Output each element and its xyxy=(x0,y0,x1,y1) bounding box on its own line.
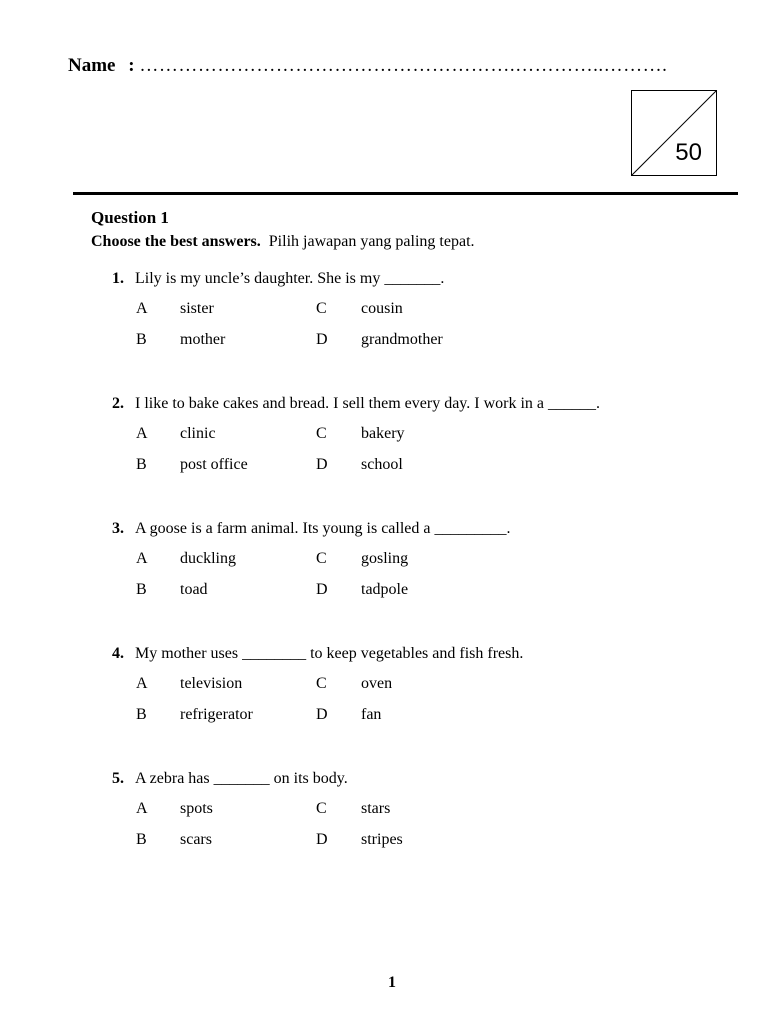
option-text[interactable]: stripes xyxy=(361,831,403,848)
option-row xyxy=(112,675,712,706)
option-text[interactable]: mother xyxy=(180,331,226,348)
question-number: 1. xyxy=(112,270,124,287)
question-item xyxy=(112,395,712,487)
option-text[interactable]: tadpole xyxy=(361,581,409,598)
option-letter[interactable]: D xyxy=(316,581,328,598)
option-text[interactable]: television xyxy=(180,675,243,692)
option-text[interactable]: stars xyxy=(361,800,391,817)
question-number: 4. xyxy=(112,645,124,662)
option-letter[interactable]: A xyxy=(136,425,148,442)
option-row xyxy=(112,550,712,581)
name-blank-line[interactable]: ………………………………………………….…………..………. xyxy=(139,55,668,76)
option-letter[interactable]: D xyxy=(316,706,328,723)
option-text[interactable]: duckling xyxy=(180,550,236,567)
option-row xyxy=(112,581,712,612)
page-number: 1 xyxy=(388,974,396,991)
option-text[interactable]: refrigerator xyxy=(180,706,253,723)
question-number: 3. xyxy=(112,520,124,537)
score-diagonal-line xyxy=(632,91,716,175)
option-text[interactable]: clinic xyxy=(180,425,216,442)
question-text: My mother uses ________ to keep vegetables and fish fresh. xyxy=(135,645,524,662)
option-letter[interactable]: B xyxy=(136,456,147,473)
option-letter[interactable]: A xyxy=(136,675,148,692)
option-text[interactable]: toad xyxy=(180,581,208,598)
option-letter[interactable]: D xyxy=(316,831,328,848)
question-stem xyxy=(112,770,712,792)
section-instruction xyxy=(91,233,475,251)
header-divider xyxy=(73,192,738,195)
option-letter[interactable]: A xyxy=(136,550,148,567)
question-stem xyxy=(112,395,712,417)
question-text: Lily is my uncle’s daughter. She is my _______. xyxy=(135,270,445,287)
option-row xyxy=(112,425,712,456)
question-item xyxy=(112,770,712,862)
score-box[interactable] xyxy=(631,90,717,176)
option-text[interactable]: oven xyxy=(361,675,393,692)
option-letter[interactable]: B xyxy=(136,706,147,723)
option-text[interactable]: sister xyxy=(180,300,214,317)
name-label: Name xyxy=(68,55,116,76)
section-title: Question 1 xyxy=(91,208,169,227)
instruction-malay: Pilih jawapan yang paling tepat. xyxy=(268,233,475,250)
name-colon: : xyxy=(128,55,135,76)
option-row xyxy=(112,800,712,831)
option-letter[interactable]: B xyxy=(136,581,147,598)
option-row xyxy=(112,831,712,862)
option-letter[interactable]: C xyxy=(316,675,327,692)
option-text[interactable]: spots xyxy=(180,800,213,817)
option-letter[interactable]: B xyxy=(136,831,147,848)
question-text: I like to bake cakes and bread. I sell them every day. I work in a ______. xyxy=(135,395,601,412)
question-stem xyxy=(112,520,712,542)
question-item xyxy=(112,645,712,737)
option-letter[interactable]: C xyxy=(316,425,327,442)
option-text[interactable]: cousin xyxy=(361,300,403,317)
option-row xyxy=(112,706,712,737)
question-stem xyxy=(112,270,712,292)
instruction-english: Choose the best answers. xyxy=(91,233,261,250)
option-text[interactable]: fan xyxy=(361,706,382,723)
question-item xyxy=(112,270,712,362)
question-text: A goose is a farm animal. Its young is called a _________. xyxy=(135,520,511,537)
option-text[interactable]: gosling xyxy=(361,550,409,567)
option-text[interactable]: post office xyxy=(180,456,248,473)
option-row xyxy=(112,331,712,362)
option-letter[interactable]: C xyxy=(316,300,327,317)
name-field[interactable] xyxy=(68,55,667,77)
option-letter[interactable]: D xyxy=(316,331,328,348)
question-item xyxy=(112,520,712,612)
option-letter[interactable]: A xyxy=(136,300,148,317)
question-number: 5. xyxy=(112,770,124,787)
option-letter[interactable]: C xyxy=(316,550,327,567)
option-text[interactable]: scars xyxy=(180,831,212,848)
option-text[interactable]: bakery xyxy=(361,425,405,442)
option-row xyxy=(112,300,712,331)
option-text[interactable]: school xyxy=(361,456,403,473)
option-row xyxy=(112,456,712,487)
option-letter[interactable]: B xyxy=(136,331,147,348)
option-letter[interactable]: C xyxy=(316,800,327,817)
option-letter[interactable]: A xyxy=(136,800,148,817)
question-number: 2. xyxy=(112,395,124,412)
question-stem xyxy=(112,645,712,667)
option-letter[interactable]: D xyxy=(316,456,328,473)
question-text: A zebra has _______ on its body. xyxy=(135,770,348,787)
option-text[interactable]: grandmother xyxy=(361,331,443,348)
score-total: 50 xyxy=(675,139,702,166)
